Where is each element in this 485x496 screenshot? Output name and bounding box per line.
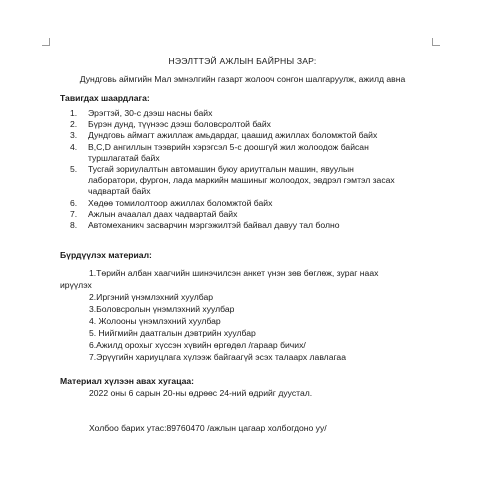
list-item: 7. Ажлын ачаалал даах чадвартай байх: [70, 208, 238, 219]
margin-corner-mark: [42, 38, 50, 46]
deadline-heading: Материал хүлээн авах хугацаа:: [60, 376, 195, 386]
materials-item: 1.Төрийн албан хаагчийн шинэчилсэн анкет үнэн зөв бөглөж, зураг наах: [89, 268, 379, 278]
list-item: чадвартай байх: [88, 186, 151, 197]
requirements-list: [70, 108, 470, 231]
list-item: 5. Тусгай зориулалтын автомашин буюу ариутгалын машин, явуулын: [70, 164, 354, 175]
requirements-heading: Тавигдах шаардлага:: [60, 93, 150, 103]
list-item: 4. B,C,D ангиллын тээврийн хэрэгсэл 5-с доошгүй жил жолоодож байсан: [70, 141, 369, 152]
list-item: 8. Автомеханикч засварчин мэргэжилтэй байвал давуу тал болно: [70, 220, 340, 231]
contact-text: Холбоо барих утас:89760470 /ажлын цагаар холбогдоно уу/: [89, 423, 327, 433]
list-item: 1. Эрэгтэй, 30-с дээш насны байх: [70, 108, 213, 118]
list-item: 2. Бүрэн дунд, түүнээс дээш боловсролтой байх: [70, 119, 271, 130]
materials-item: 4. Жолооны үнэмлэхний хуулбар: [89, 316, 221, 326]
list-item: 3. Дундговь аймагт ажиллаж амьдардаг, цаашид ажиллах боломжтой байх: [70, 130, 378, 141]
list-item: 6. Хөдөө томилолтоор ажиллах боломжтой байх: [70, 197, 273, 208]
materials-item: 7.Эрүүгийн хариуцлага хүлээж байгаагүй эсэх талаарх лавлагаа: [89, 352, 346, 362]
materials-item: 6.Ажилд орохыг хүссэн хүвийн өргөдөл /гараар бичих/: [89, 340, 306, 350]
materials-item: 2.Иргэний үнэмлэхний хуулбар: [89, 292, 214, 302]
materials-heading: Бүрдүүлэх материал:: [60, 250, 152, 260]
materials-item: 3.Боловсролын үнэмлэхний хуулбар: [89, 304, 235, 314]
document-title: НЭЭЛТТЭЙ АЖЛЫН БАЙРНЫ ЗАР:: [168, 56, 317, 66]
list-item: туршлагатай байх: [88, 152, 160, 163]
list-item: лаборатори, фургон, лада маркийн машиныг жолоодох, эвдрэл гэмтэл засах: [88, 175, 395, 186]
margin-corner-mark: [432, 38, 440, 46]
document-subtitle: Дундговь аймгийн Мал эмнэлгийн газарт жолооч сонгон шалгаруулж, ажилд авна: [79, 74, 406, 84]
materials-item-continuation: ирүүлэх: [60, 280, 92, 290]
deadline-text: 2022 оны 6 сарын 20-ны өдрөөс 24-ний өдрийг дуустал.: [89, 388, 313, 398]
materials-item: 5. Нийгмийн даатгалын дэвтрийн хуулбар: [89, 328, 256, 338]
